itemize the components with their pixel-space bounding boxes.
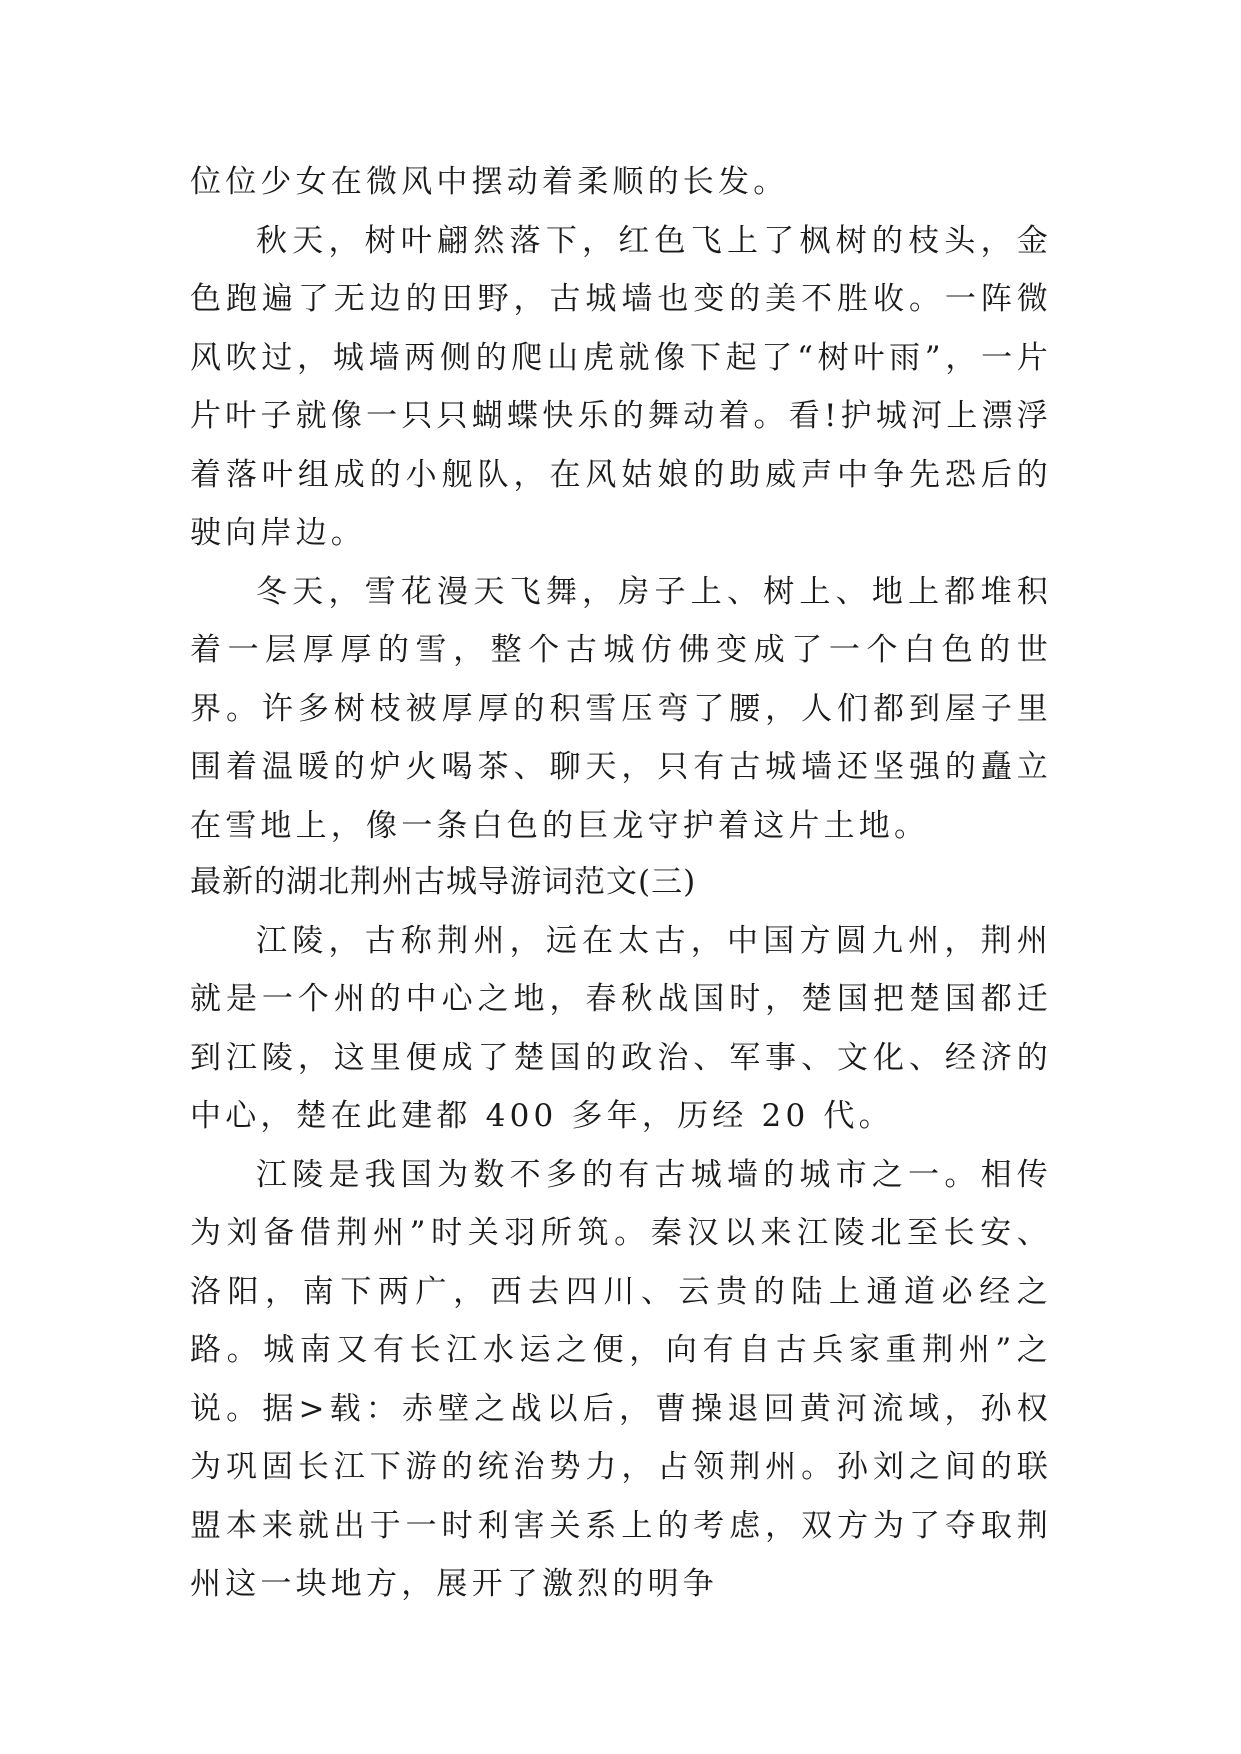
section-three [190,853,1052,1614]
paragraph-winter: 冬天，雪花漫天飞舞，房子上、树上、地上都堆积着一层厚厚的雪，整个古城仿佛变成了一个白色的世界。许多树枝被厚厚的积雪压弯了腰，人们都到屋子里围着温暖的炉火喝茶、聊天，只有古城墙还坚强的矗立在雪地上，像一条白色的巨龙守护着这片土地。 [190,573,1052,844]
paragraph-spring-continuation: 位位少女在微风中摆动着柔顺的长发。 [190,164,789,200]
paragraph-autumn: 秋天，树叶翩然落下，红色飞上了枫树的枝头，金色跑遍了无边的田野，古城墙也变的美不胜收。一阵微风吹过，城墙两侧的爬山虎就像下起了“树叶雨”，一片片叶子就像一只只蝴蝶快乐的舞动着。看!护城河上漂浮着落叶组成的小舰队，在风姑娘的助威声中争先恐后的驶向岸边。 [190,222,1052,551]
section-seasons [190,153,1052,855]
paragraph-jiangling-city-wall: 江陵是我国为数不多的有古城墙的城市之一。相传为刘备借荆州”时关羽所筑。秦汉以来江陵北至长安、洛阳，南下两广，西去四川、云贵的陆上通道必经之路。城南又有长江水运之便，向有自古兵家重荆州”之说。据>载：赤壁之战以后，曹操退回黄河流域，孙权为巩固长江下游的统治势力，占领荆州。孙刘之间的联盟本来就出于一时利害关系上的考虑，双方为了夺取荆州这一块地方，展开了激烈的明争 [190,1156,1052,1602]
section-heading: 最新的湖北荆州古城导游词范文(三) [190,864,697,900]
paragraph-jiangling-history: 江陵，古称荆州，远在太古，中国方圆九州，荆州就是一个州的中心之地，春秋战国时，楚国把楚国都迁到江陵，这里便成了楚国的政治、军事、文化、经济的中心，楚在此建都 400 多年，历经 20 代。 [190,922,1052,1134]
